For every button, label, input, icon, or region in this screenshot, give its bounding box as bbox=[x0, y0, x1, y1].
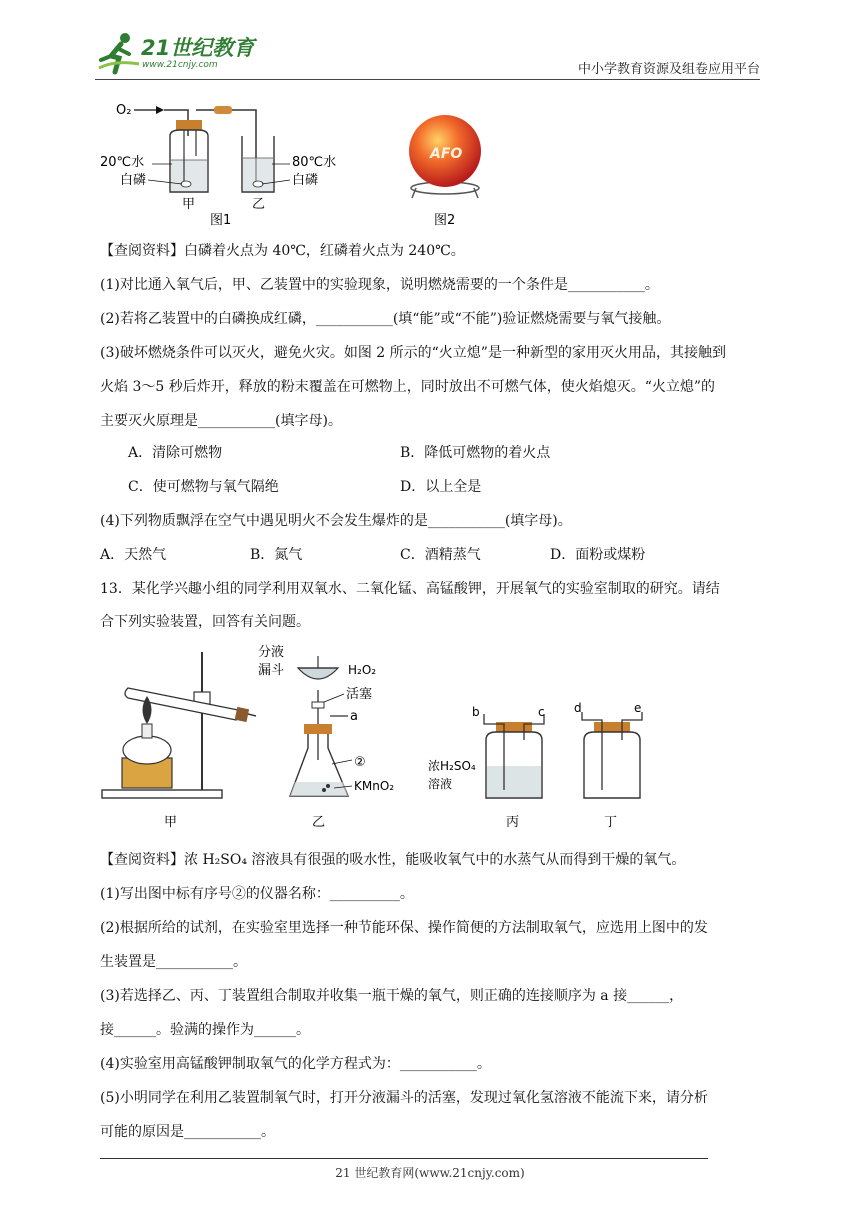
q13-info: 【查阅资料】浓 H₂SO₄ 溶液具有很强的吸水性，能吸收氧气中的水蒸气从而得到干燥的氧气。 bbox=[100, 852, 686, 868]
q12-p4-option-a: A．天然气 bbox=[100, 547, 167, 563]
figure2-fire-ball bbox=[400, 96, 490, 236]
q12-part1: (1)对比通入氧气后，甲、乙装置中的实验现象，说明燃烧需要的一个条件是___________。 bbox=[100, 277, 659, 293]
port-b-label: b bbox=[472, 705, 480, 719]
o2-label: O₂ bbox=[116, 103, 132, 118]
rubber-connector bbox=[214, 106, 232, 114]
q13-part1: (1)写出图中标有序号②的仪器名称：__________。 bbox=[100, 886, 414, 902]
header-divider bbox=[95, 79, 760, 80]
right-temp-label: 80℃水 bbox=[292, 155, 337, 170]
funnel-label-line1: 分液 bbox=[258, 645, 285, 660]
circle-2-label: ② bbox=[354, 755, 366, 770]
q12-part2: (2)若将乙装置中的白磷换成红磷，___________(填“能”或“不能”)验证燃烧需要与氧气接触。 bbox=[100, 311, 671, 327]
footer-text[interactable]: 21 世纪教育网(www.21cnjy.com) bbox=[335, 1166, 525, 1180]
q12-p3-option-d: D．以上全是 bbox=[400, 479, 482, 495]
q13-part3-line1: (3)若选择乙、丙、丁装置组合制取并收集一瓶干燥的氧气，则正确的连接顺序为 a 接______， bbox=[100, 988, 684, 1004]
q13-part4: (4)实验室用高锰酸钾制取氧气的化学方程式为：___________。 bbox=[100, 1056, 491, 1072]
q12-part3-line2: 火焰 3～5 秒后炸开，释放的粉末覆盖在可燃物上，同时放出不可燃气体，使火焰熄灭。“火立熄”的 bbox=[100, 379, 716, 395]
q13-part3-line2: 接______。验满的操作为______。 bbox=[100, 1022, 310, 1038]
label-jia: 甲 bbox=[164, 815, 178, 830]
white-phosphorus-yi bbox=[253, 181, 263, 187]
logo-url: www.21cnjy.com bbox=[142, 60, 218, 70]
apparatus-jia bbox=[102, 652, 256, 830]
q12-p3-option-a: A．清除可燃物 bbox=[128, 445, 223, 461]
acid-label-line1: 浓H₂SO₄ bbox=[428, 759, 476, 773]
q13-part2-line2: 生装置是___________。 bbox=[100, 954, 247, 970]
right-sub-label: 白磷 bbox=[292, 173, 319, 188]
q13-part5-line1: (5)小明同学在利用乙装置制氧气时，打开分液漏斗的活塞，发现过氧化氢溶液不能流下来，请分析 bbox=[100, 1090, 708, 1106]
q13-intro-line1: 13．某化学兴趣小组的同学利用双氧水、二氧化锰、高锰酸钾，开展氧气的实验室制取的研究。请结 bbox=[100, 581, 720, 597]
port-e-label: e bbox=[634, 701, 642, 715]
port-c-label: c bbox=[538, 705, 545, 719]
figure-oxygen-apparatus bbox=[98, 640, 668, 840]
acid-label-line2: 溶液 bbox=[428, 777, 453, 791]
page-header bbox=[95, 28, 760, 80]
logo-text: 21世纪教育 bbox=[141, 36, 255, 60]
q13-intro-line2: 合下列实验装置，回答有关问题。 bbox=[100, 614, 310, 630]
left-sub-label: 白磷 bbox=[120, 173, 147, 188]
figure1-combustion-apparatus bbox=[96, 96, 356, 236]
q13-part2-line1: (2)根据所给的试剂，在实验室里选择一种节能环保、操作简便的方法制取氧气，应选用上图中的发 bbox=[100, 920, 708, 936]
label-bing: 丙 bbox=[506, 815, 520, 830]
figure2-caption: 图2 bbox=[434, 213, 456, 228]
port-d-label: d bbox=[574, 701, 582, 715]
label-yi: 乙 bbox=[312, 815, 326, 830]
ball-brand: AFO bbox=[430, 146, 463, 162]
q12-part3-line1: (3)破坏燃烧条件可以灭火，避免火灾。如图 2 所示的“火立熄”是一种新型的家用灭火用品，其接触到 bbox=[100, 345, 726, 361]
runner-logo-icon bbox=[95, 30, 141, 76]
q12-part3-line3: 主要灭火原理是___________(填字母)。 bbox=[100, 413, 342, 429]
kmno2-label: KMnO₂ bbox=[354, 779, 395, 793]
outlet-a-label: a bbox=[350, 709, 358, 724]
apparatus-yi bbox=[258, 644, 394, 830]
q13-part5-line2: 可能的原因是___________。 bbox=[100, 1124, 275, 1140]
q12-part4: (4)下列物质飘浮在空气中遇见明火不会发生爆炸的是___________(填字母)。 bbox=[100, 513, 572, 529]
stopper-jia bbox=[176, 120, 202, 130]
q12-p4-option-b: B．氮气 bbox=[250, 547, 303, 563]
label-jia: 甲 bbox=[182, 197, 196, 212]
valve-label: 活塞 bbox=[346, 687, 373, 702]
label-yi: 乙 bbox=[252, 197, 266, 212]
footer-divider bbox=[100, 1158, 708, 1159]
q12-p3-option-b: B．降低可燃物的着火点 bbox=[400, 445, 551, 461]
apparatus-bing bbox=[428, 705, 545, 830]
platform-name: 中小学教育资源及组卷应用平台 bbox=[577, 62, 760, 77]
left-temp-label: 20℃水 bbox=[100, 155, 145, 170]
site-logo[interactable] bbox=[95, 28, 265, 80]
apparatus-ding bbox=[574, 701, 642, 830]
figure1-caption: 图1 bbox=[210, 213, 232, 228]
q12-p3-option-c: C．使可燃物与氧气隔绝 bbox=[128, 479, 279, 495]
q12-p4-option-d: D．面粉或煤粉 bbox=[550, 547, 646, 563]
funnel-label-line2: 漏斗 bbox=[258, 663, 285, 678]
white-phosphorus-jia bbox=[181, 181, 191, 187]
label-ding: 丁 bbox=[604, 815, 618, 830]
q12-info: 【查阅资料】白磷着火点为 40℃，红磷着火点为 240℃。 bbox=[100, 243, 465, 259]
q12-p4-option-c: C．酒精蒸气 bbox=[400, 547, 481, 563]
h2o2-label: H₂O₂ bbox=[348, 663, 377, 677]
